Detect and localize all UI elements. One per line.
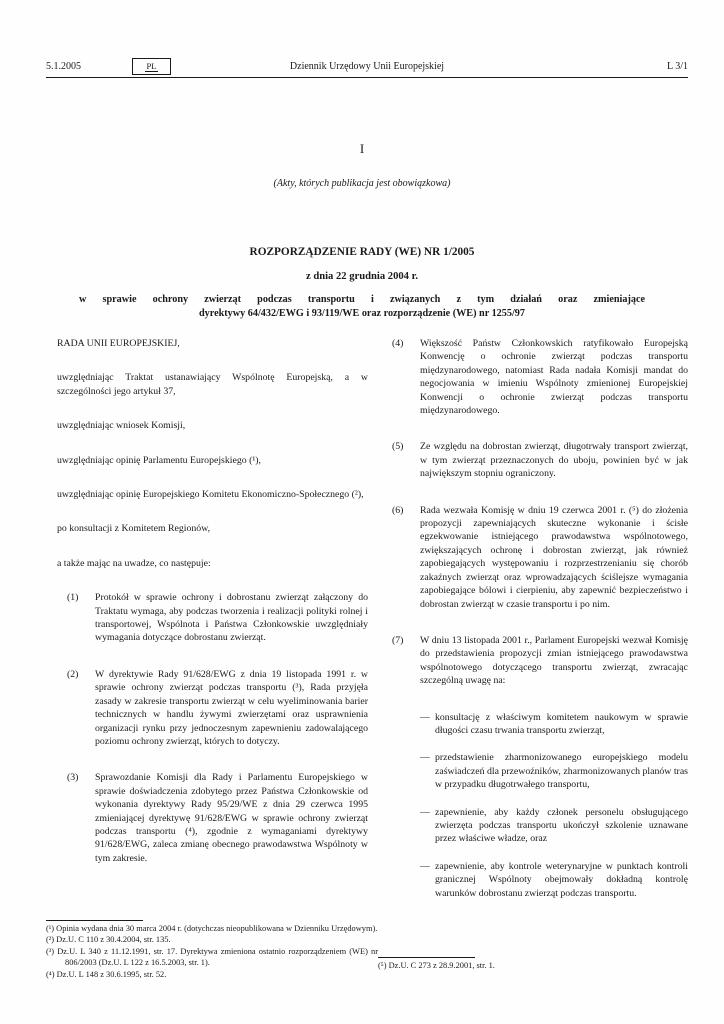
recital-text: Sprawozdanie Komisji dla Rady i Parlamentu Europejskiego w sprawie doświadczenia zdobytego przez Państwa Członkowskie od wykonania dyrektywy Rady 95/29/WE z dnia 29 czerwca 1995 zmieniającej dyrektywę 91/628/EWG w sprawie ochrony zwierząt podczas transportu (⁴), zgodnie z wymaganiami dyrektywy 91/628/EWG, zaleca zmianę obecnego prawodawstwa Wspólnoty w tym zakresie.	[95, 772, 368, 864]
preamble-paragraph: uwzględniając wniosek Komisji,	[57, 420, 186, 432]
preamble-paragraph: po konsultacji z Komitetem Regionów,	[57, 523, 211, 535]
footnotes-left	[46, 920, 378, 980]
recital-item	[392, 634, 688, 688]
recital-number: (3)	[67, 772, 79, 784]
preamble-paragraph: uwzględniając opinię Europejskiego Komitetu Ekonomiczno-Społecznego (²),	[57, 489, 364, 501]
recital-item	[57, 771, 368, 865]
recital-number: (5)	[392, 441, 404, 453]
recital-item	[57, 668, 368, 748]
dash-item	[420, 711, 688, 738]
recital-item	[392, 440, 688, 480]
dash-marker: —	[420, 860, 430, 872]
footnote: (¹) Opinia wydana dnia 30 marca 2004 r. (dotychczas nieopublikowana w Dzienniku Urzędowym).	[46, 923, 378, 933]
recital-item	[392, 504, 688, 611]
footnote-separator	[378, 957, 475, 958]
recital-text: Rada wezwała Komisję w dniu 19 czerwca 2001 r. (⁵) do złożenia propozycji zapewniających skuteczne wykonanie i ścisłe egzekwowanie istniejącego prawodawstwa wspólnotowego, zwiększających ochronę i dobrostan zwierząt, jak również zapobiegających występowaniu i rozprzestrzenianiu się chorób zakaźnych zwierząt oraz wprowadzających ściślejsze wymagania zapobiegające bólowi i cierpieniu, aby zapewnić bezpieczeństwo i dobrostan zwierząt w czasie transportu i po nim.	[420, 504, 688, 610]
dash-text: zapewnienie, aby każdy członek personelu obsługującego zwierzęta podczas transportu ukończył szkolenie uznawane przez właściwe władze, oraz	[435, 806, 688, 845]
section-note: (Akty, których publikacja jest obowiązkowa)	[273, 178, 451, 189]
header-rule	[46, 77, 688, 78]
recital-text: Większość Państw Członkowskich ratyfikowało Europejską Konwencję o ochronie zwierząt podczas transportu międzynarodowego, natomiast Rada nadała Komisji mandat do negocjowania w imieniu Wspólnoty zmienionej Europejskiej Konwencji o ochronie zwierząt podczas transportu międzynarodowego.	[420, 338, 688, 417]
dash-text: przedstawienie zharmonizowanego europejskiego modelu zaświadczeń dla przewoźników, zharmonizowanych planów tras w przypadku długotrwałego transportu,	[435, 752, 688, 791]
dash-marker: —	[420, 806, 430, 818]
right-column	[378, 337, 688, 977]
regulation-date: z dnia 22 grudnia 2004 r.	[305, 271, 419, 282]
recital-text: Ze względu na dobrostan zwierząt, długotrwały transport zwierząt, w tym zwierząt przeznaczonych do uboju, powinien być w jak największym stopniu ograniczony.	[420, 441, 688, 480]
dash-item	[420, 806, 688, 846]
body-columns	[46, 337, 688, 979]
regulation-subject	[79, 293, 645, 320]
dash-marker: —	[420, 711, 430, 723]
recital-number: (2)	[67, 668, 79, 680]
regulation-subject-line1: w sprawie ochrony zwierząt podczas transportu i związanych z tym działań oraz zmieniające	[79, 294, 645, 305]
regulation-title: ROZPORZĄDZENIE RADY (WE) NR 1/2005	[249, 246, 475, 258]
footnote: (²) Dz.U. C 110 z 30.4.2004, str. 135.	[46, 935, 171, 945]
footnote-separator	[46, 920, 143, 921]
preamble-paragraph: uwzględniając opinię Parlamentu Europejskiego (¹),	[57, 454, 261, 466]
preamble-paragraph: RADA UNII EUROPEJSKIEJ,	[57, 338, 180, 349]
dash-text: zapewnienie, aby kontrole weterynaryjne w punktach kontroli granicznej Wspólnoty obejmowały dokładną kontrolę warunków dobrostanu zwierząt podczas transportu.	[435, 860, 688, 899]
preamble-paragraph: uwzględniając Traktat ustanawiający Wspólnotę Europejską, a w szczególności jego artykuł 37,	[57, 372, 368, 397]
dash-item	[420, 751, 688, 791]
journal-title: Dziennik Urzędowy Unii Europejskiej	[289, 61, 445, 72]
section-roman-numeral: I	[359, 141, 365, 156]
preamble-paragraph: a także mając na uwadze, co następuje:	[57, 557, 211, 569]
recital-number: (7)	[392, 634, 404, 646]
recital-text: Protokół w sprawie ochrony i dobrostanu zwierząt załączony do Traktatu wymaga, aby podczas tworzenia i realizacji polityki rolnej i transportowej, Wspólnota i Państwa Członkowskie uwzględniały wymagania dotyczące dobrostanu zwierząt.	[95, 592, 368, 644]
recital-number: (6)	[392, 504, 404, 516]
recital-number: (1)	[67, 592, 79, 604]
regulation-subject-line2: dyrektywy 64/432/EWG i 93/119/WE oraz rozporządzenie (WE) nr 1255/97	[199, 307, 525, 319]
left-column	[46, 337, 378, 979]
dash-item	[420, 860, 688, 900]
recital-number: (4)	[392, 338, 404, 349]
recital-item	[392, 337, 688, 417]
footnotes-right	[378, 957, 678, 971]
page-number: L 3/1	[666, 61, 688, 72]
dash-marker: —	[420, 752, 430, 764]
recital-text: W dyrektywie Rady 91/628/EWG z dnia 19 listopada 1991 r. w sprawie ochrony zwierząt podczas transportu (³), Rada przyjęła zasady w zakresie transportu zwierząt w celu wyeliminowania barier technicznych w handlu żywymi zwierzętami oraz usprawnienia organizacji rynku przy jednoczesnym zapewnieniu zadowalającego poziomu ochrony zwierząt, których to dotyczy.	[95, 668, 368, 747]
footnote: (³) Dz.U. L 340 z 11.12.1991, str. 17. Dyrektywa zmieniona ostatnio rozporządzeniem (WE) nr 806/2003 (Dz.U. L 122 z 16.5.2003, str. 1).	[46, 946, 378, 968]
footnote: (⁴) Dz.U. L 148 z 30.6.1995, str. 52.	[46, 969, 167, 979]
publication-date: 5.1.2005	[46, 61, 81, 72]
footnote: (⁵) Dz.U. C 273 z 28.9.2001, str. 1.	[378, 960, 495, 970]
dash-text: konsultację z właściwym komitetem naukowym w sprawie długości czasu trwania transportu zwierząt,	[435, 711, 688, 736]
recital-item	[57, 591, 368, 645]
recital-text: W dniu 13 listopada 2001 r., Parlament Europejski wezwał Komisję do przedstawienia propozycji zmian istniejącego prawodawstwa wspólnotowego dotyczącego transportu zwierząt, zwracając szczególną uwagę na:	[420, 634, 688, 687]
language-code: PL	[146, 61, 157, 71]
